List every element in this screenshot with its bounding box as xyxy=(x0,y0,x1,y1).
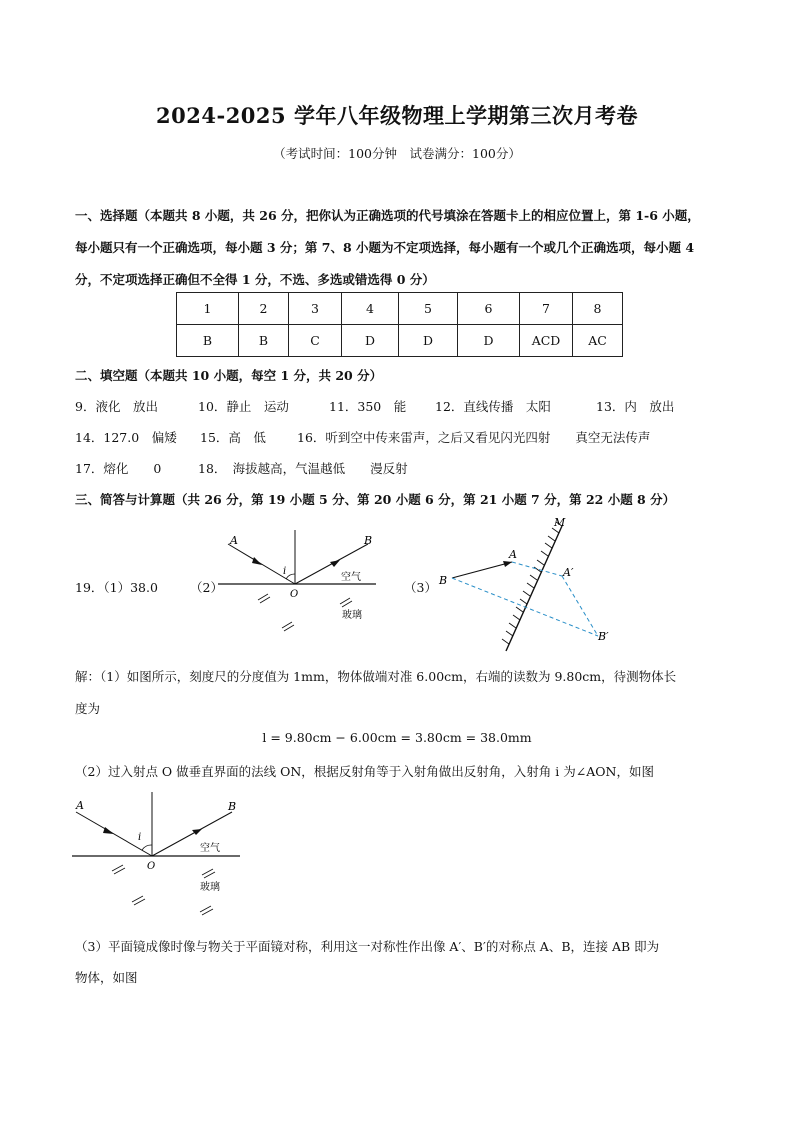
table-cell: D xyxy=(399,325,458,357)
label-M: M xyxy=(554,516,566,529)
table-cell: D xyxy=(342,325,399,357)
label-O: O xyxy=(290,589,299,600)
fill-answer: 16．听到空中传来雷声，之后又看见闪光四射 真空无法传声 xyxy=(297,430,651,445)
solution-p1-line1: 解：（1）如图所示，刻度尺的分度值为 1mm，物体做端对准 6.00cm，右端的读数为 9.80cm，待测物体长 xyxy=(75,669,677,684)
plane-mirror-diagram xyxy=(434,516,624,656)
table-cell: 1 xyxy=(177,293,239,325)
incident-arrow-icon xyxy=(252,557,262,565)
q19-part3-label: （3） xyxy=(404,580,437,595)
object-arrow-icon xyxy=(503,561,512,567)
table-cell: 7 xyxy=(520,293,573,325)
table-cell: 6 xyxy=(458,293,520,325)
label-B: B xyxy=(364,534,373,547)
reflected-arrow-icon xyxy=(330,560,340,567)
mirror-hatching xyxy=(502,522,562,644)
solution-p2: （2）过入射点 O 做垂直界面的法线 ON，根据反射角等于入射角做出反射角，入射角 i 为∠AON，如图 xyxy=(75,764,654,779)
mirror-line xyxy=(506,526,562,651)
solution-p1-line2: 度为 xyxy=(75,701,101,716)
angle-arc xyxy=(142,845,152,850)
table-cell: 8 xyxy=(573,293,623,325)
table-cell: 3 xyxy=(289,293,342,325)
q19-part2-label: （2） xyxy=(190,580,223,595)
q19-answer-1: 19．（1）38.0 xyxy=(75,580,158,595)
answer-table xyxy=(176,292,623,357)
section1-heading-line1: 一、选择题（本题共 8 小题，共 26 分，把你认为正确选项的代号填涂在答题卡上的相应位置上，第 1-6 小题， xyxy=(75,208,700,223)
label-air: 空气 xyxy=(341,572,361,583)
table-cell: ACD xyxy=(520,325,573,357)
label-A: A xyxy=(230,534,238,547)
reflection-diagram-large xyxy=(72,792,242,922)
glass-hatching xyxy=(258,594,352,631)
fill-answer: 11．350 能 xyxy=(329,399,407,414)
table-cell: B xyxy=(239,325,289,357)
table-cell: AC xyxy=(573,325,623,357)
table-cell: B xyxy=(177,325,239,357)
table-cell: 2 xyxy=(239,293,289,325)
section1-heading-line2: 每小题只有一个正确选项，每小题 3 分；第 7、8 小题为不定项选择，每小题有一个或几个正确选项，每小题 4 xyxy=(75,240,695,255)
fill-answer: 12．直线传播 太阳 xyxy=(435,399,551,414)
answer-table-number-row xyxy=(177,293,623,325)
fill-answer: 10．静止 运动 xyxy=(198,399,289,414)
label-A: A xyxy=(509,548,517,561)
label-O: O xyxy=(147,861,156,872)
incident-ray xyxy=(228,544,295,584)
section3-heading: 三、简答与计算题（共 26 分，第 19 小题 5 分、第 20 小题 6 分，第 21 小题 7 分，第 22 小题 8 分） xyxy=(75,492,676,507)
section2-heading: 二、填空题（本题共 10 小题，每空 1 分，共 20 分） xyxy=(75,368,383,383)
label-B: B xyxy=(228,800,237,813)
image-AprimeBprime xyxy=(562,576,598,636)
solution-p3-line1: （3）平面镜成像时像与物关于平面镜对称，利用这一对称性作出像 A′、B′的对称点 A、B，连接 AB 即为 xyxy=(75,939,660,954)
table-cell: D xyxy=(458,325,520,357)
table-cell: C xyxy=(289,325,342,357)
page-title: 2024-2025 学年八年级物理上学期第三次月考卷 xyxy=(156,103,638,128)
label-A-prime: A′ xyxy=(563,566,574,579)
label-B-prime: B′ xyxy=(598,630,609,643)
fill-answer: 14．127.0 偏矮 xyxy=(75,430,177,445)
angle-arc xyxy=(286,574,295,579)
fill-answer: 9．液化 放出 xyxy=(75,399,158,414)
fill-answer: 17．熔化 0 xyxy=(75,461,162,476)
label-B: B xyxy=(439,574,448,587)
label-glass: 玻璃 xyxy=(342,610,362,621)
fill-answer: 13．内 放出 xyxy=(596,399,675,414)
answer-table-answer-row xyxy=(177,325,623,357)
fill-answer: 18． 海拔越高，气温越低 漫反射 xyxy=(198,461,408,476)
label-i: i xyxy=(138,832,142,843)
solution-equation: l = 9.80cm − 6.00cm = 3.80cm = 38.0mm xyxy=(262,730,532,745)
reflection-diagram-small xyxy=(218,530,378,640)
dashed-B-to-Bprime xyxy=(452,578,598,636)
table-cell: 5 xyxy=(399,293,458,325)
solution-p3-line2: 物体，如图 xyxy=(75,970,138,985)
reflected-ray xyxy=(152,812,232,856)
label-glass: 玻璃 xyxy=(200,882,220,893)
fill-answer: 15．高 低 xyxy=(200,430,266,445)
exam-info: （考试时间：100分钟 试卷满分：100分） xyxy=(273,146,521,161)
table-cell: 4 xyxy=(342,293,399,325)
label-i: i xyxy=(283,566,287,577)
label-air: 空气 xyxy=(200,843,220,854)
section1-heading-line3: 分，不定项选择正确但不全得 1 分，不选、多选或错选得 0 分） xyxy=(75,272,435,287)
reflected-arrow-icon xyxy=(192,829,202,835)
object-AB xyxy=(452,562,512,578)
label-A: A xyxy=(76,799,84,812)
